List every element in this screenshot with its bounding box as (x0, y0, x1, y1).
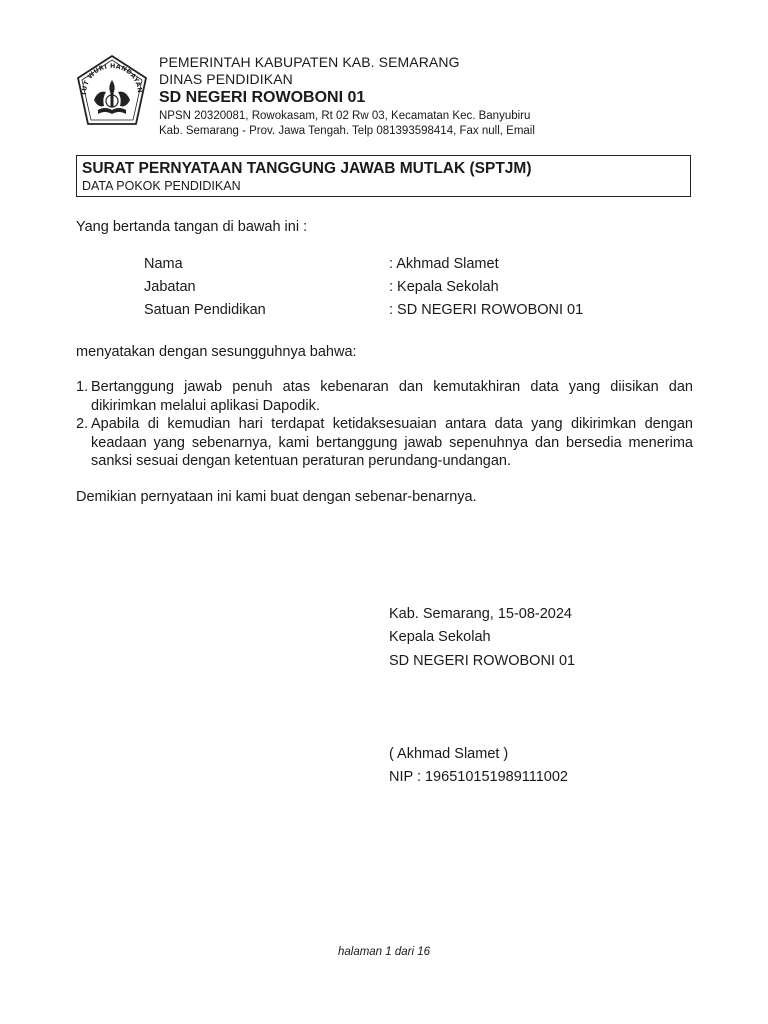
closing-text: Demikian pernyataan ini kami buat dengan sebenar-benarnya. (76, 489, 477, 505)
signature-nip: NIP : 196510151989111002 (389, 769, 568, 785)
list-number: 2. (76, 416, 89, 432)
statement-list (76, 378, 693, 471)
document-title-box (76, 155, 691, 197)
field-value: : SD NEGERI ROWOBONI 01 (389, 302, 584, 318)
list-text: Bertanggung jawab penuh atas kebenaran dan kemutakhiran data yang diisikan dan dikirimkan melalui aplikasi Dapodik. (91, 379, 693, 414)
list-item (76, 378, 693, 415)
field-value: : Akhmad Slamet (389, 256, 499, 272)
signature-place-date: Kab. Semarang, 15-08-2024 (389, 606, 572, 622)
statement-text: menyatakan dengan sesungguhnya bahwa: (76, 344, 357, 360)
signature-name: ( Akhmad Slamet ) (389, 746, 509, 762)
info-row-unit (144, 301, 704, 324)
list-number: 1. (76, 379, 89, 395)
signer-info (144, 255, 704, 324)
letterhead (159, 54, 719, 139)
school-address: NPSN 20320081, Rowokasam, Rt 02 Rw 03, Kecamatan Kec. Banyubiru (159, 110, 531, 122)
intro-text: Yang bertanda tangan di bawah ini : (76, 219, 308, 235)
page-number: halaman 1 dari 16 (337, 946, 431, 958)
field-value: : Kepala Sekolah (389, 279, 499, 295)
document-subtitle: DATA POKOK PENDIDIKAN (82, 179, 241, 193)
info-row-position (144, 278, 704, 301)
svg-text:TUT WURI HANDAYANI: TUT WURI HANDAYAN (80, 62, 144, 96)
signature-position: Kepala Sekolah (389, 629, 491, 645)
department-name: DINAS PENDIDIKAN (159, 71, 293, 87)
info-row-name (144, 255, 704, 278)
field-label: Jabatan (144, 279, 196, 295)
field-label: Satuan Pendidikan (144, 302, 266, 318)
document-title: SURAT PERNYATAAN TANGGUNG JAWAB MUTLAK (SPTJM) (82, 160, 532, 177)
government-name: PEMERINTAH KABUPATEN KAB. SEMARANG (159, 54, 460, 70)
list-text: Apabila di kemudian hari terdapat ketidaksesuaian antara data yang dikirimkan dengan keadaan yang sebenarnya, kami bertanggung jawab sepenuhnya dan bersedia menerima sanksi sesuai dengan ketentuan peraturan perundang-undangan. (91, 416, 693, 469)
school-name: SD NEGERI ROWOBONI 01 (159, 89, 366, 106)
school-contact: Kab. Semarang - Prov. Jawa Tengah. Telp 081393598414, Fax null, Email (159, 125, 535, 137)
list-item (76, 415, 693, 471)
tut-wuri-handayani-logo-icon (74, 54, 150, 134)
field-label: Nama (144, 256, 183, 272)
signature-school: SD NEGERI ROWOBONI 01 (389, 653, 576, 669)
